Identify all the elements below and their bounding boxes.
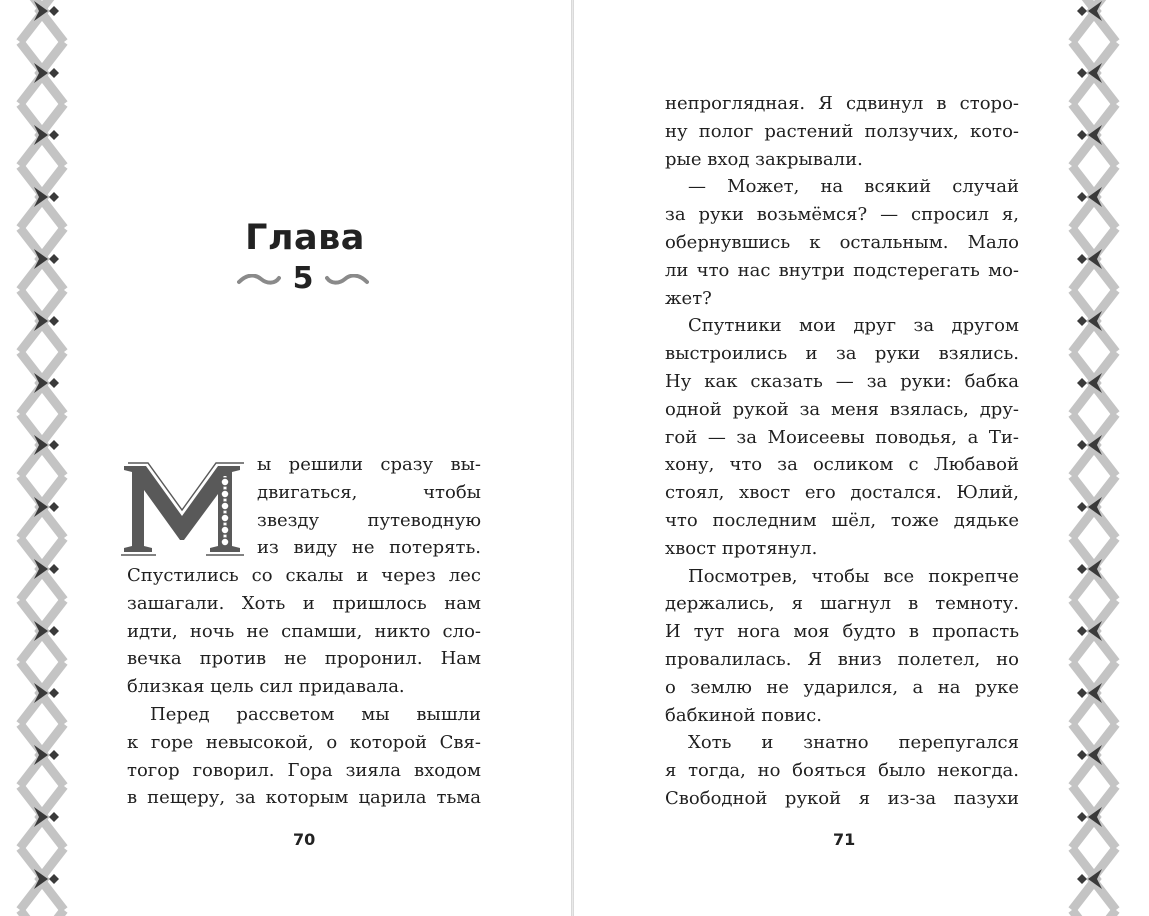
text-line: за руки возьмёмся? — спросил я, <box>665 204 1019 226</box>
text-line: хвост протянул. <box>665 537 818 559</box>
text-line: о землю не ударился, а на руке <box>665 676 1019 698</box>
text-line: провалилась. Я вниз полетел, но <box>665 648 1019 670</box>
left-ornamental-border <box>14 0 70 916</box>
text-line: обернувшись к остальным. Мало <box>665 231 1019 253</box>
chapter-number-block <box>233 260 373 300</box>
text-line: Ну как сказать — за руки: бабка <box>665 370 1019 392</box>
border-chevron-unit <box>1072 600 1116 662</box>
border-chevron-unit <box>1072 0 1116 42</box>
page-number: 71 <box>833 830 856 849</box>
border-chevron-unit <box>20 600 64 662</box>
border-chevron-unit <box>20 352 64 414</box>
text-line: что последним шёл, тоже дядьке <box>665 509 1019 531</box>
text-line: гой — за Моисеевы поводья, а Ти- <box>665 426 1019 448</box>
border-chevron-unit <box>20 848 64 910</box>
text-line: Посмотрев, чтобы все покрепче <box>688 565 1019 587</box>
text-line: Хоть и знатно перепугался <box>688 732 1019 754</box>
text-line: жет? <box>665 287 712 309</box>
text-line: идти, ночь не спамши, никто сло- <box>127 620 481 642</box>
text-line: звезду путеводную <box>257 509 481 531</box>
border-chevron-unit <box>1072 104 1116 166</box>
text-line: выстроились и за руки взялись. <box>665 343 1019 365</box>
border-chevron-unit <box>1072 848 1116 910</box>
border-chevron-unit <box>20 104 64 166</box>
border-chevron-unit <box>20 724 64 786</box>
text-line: близкая цель сил придавала. <box>127 676 405 698</box>
text-line: — Может, на всякий случай <box>688 176 1019 198</box>
left-body-text <box>127 562 481 812</box>
text-line: хону, что за осликом с Любавой <box>665 454 1019 476</box>
border-chevron-unit <box>1072 166 1116 228</box>
border-chevron-unit <box>1072 724 1116 786</box>
border-chevron-unit <box>20 662 64 724</box>
border-chevron-unit <box>20 228 64 290</box>
border-chevron-unit <box>20 0 64 42</box>
text-line: рые вход закрывали. <box>665 148 863 170</box>
drop-cap-letter <box>118 454 248 558</box>
border-chevron-unit <box>20 910 64 916</box>
text-line: ы решили сразу вы- <box>257 454 481 475</box>
border-chevron-unit <box>20 42 64 104</box>
drop-cap-text: М <box>118 454 120 455</box>
text-line: непроглядная. Я сдвинул в сторо- <box>665 93 1019 114</box>
text-line: ну полог растений ползучих, кото- <box>665 120 1019 142</box>
border-chevron-unit <box>1072 352 1116 414</box>
right-ornamental-border <box>1066 0 1122 916</box>
border-chevron-unit <box>1072 910 1116 916</box>
text-line: держались, я шагнул в темноту. <box>665 593 1019 615</box>
border-chevron-unit <box>20 166 64 228</box>
border-chevron-unit <box>20 414 64 476</box>
text-line: двигаться, чтобы <box>257 481 481 503</box>
text-line: вечка против не проронил. Нам <box>127 648 481 670</box>
text-line: я тогда, но бояться было некогда. <box>665 760 1019 782</box>
text-line: Спутники мои друг за другом <box>688 315 1019 337</box>
text-line: стоял, хвост его достался. Юлий, <box>665 482 1019 504</box>
text-line: в пещеру, за которым царила тьма <box>127 787 481 809</box>
text-line: тогор говорил. Гора зияла входом <box>127 759 481 781</box>
text-line: Перед рассветом мы вышли <box>150 703 481 725</box>
text-line: И тут нога моя будто в пропасть <box>665 621 1019 643</box>
right-page <box>574 0 1149 916</box>
left-page <box>0 0 572 916</box>
border-chevron-unit <box>20 538 64 600</box>
text-line: к горе невысокой, о которой Свя- <box>127 731 481 753</box>
border-chevron-unit <box>1072 476 1116 538</box>
text-line: из виду не потерять. <box>257 537 481 559</box>
text-line: Свободной рукой я из-за пазухи <box>665 787 1019 809</box>
border-chevron-unit <box>1072 538 1116 600</box>
text-line: Спустились со скалы и через лес <box>127 565 481 586</box>
chapter-number: 5 <box>292 261 314 296</box>
text-line: зашагали. Хоть и пришлось нам <box>127 592 481 614</box>
border-chevron-unit <box>20 290 64 352</box>
border-chevron-unit <box>20 786 64 848</box>
text-line: ли что нас внутри подстерегать мо- <box>665 259 1019 281</box>
border-chevron-unit <box>1072 662 1116 724</box>
dropcap-paragraph-lines <box>257 451 481 562</box>
text-line: бабкиной повис. <box>665 704 822 726</box>
right-body-text <box>665 90 1019 813</box>
border-chevron-unit <box>1072 42 1116 104</box>
page-number: 70 <box>293 830 316 849</box>
chapter-title: Глава <box>245 218 365 258</box>
border-chevron-unit <box>1072 786 1116 848</box>
right-swash-ornament <box>325 274 369 286</box>
border-chevron-unit <box>1072 414 1116 476</box>
border-chevron-unit <box>20 476 64 538</box>
text-line: одной рукой за меня взялась, дру- <box>665 398 1019 420</box>
border-chevron-unit <box>1072 290 1116 352</box>
border-chevron-unit <box>1072 228 1116 290</box>
